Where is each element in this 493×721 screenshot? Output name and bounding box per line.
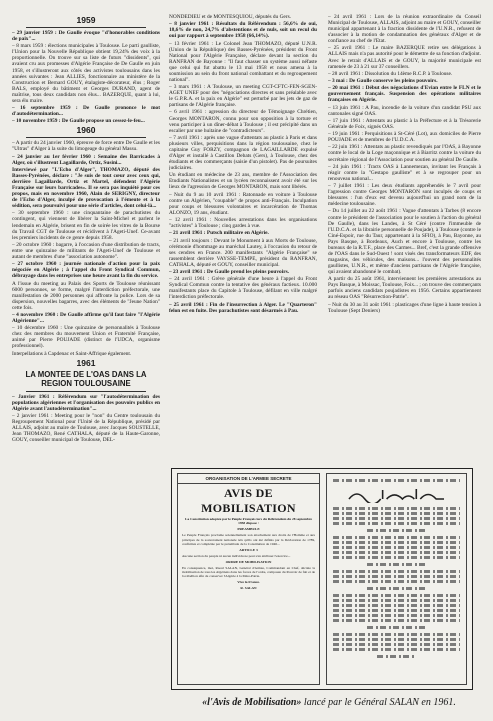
paragraph: – 16 septembre 1959 : De Gaulle prononce le mot d'autodétermination... xyxy=(12,104,160,118)
arabic-text-line xyxy=(367,587,426,590)
arabic-header-text xyxy=(333,479,460,482)
paragraph: – 8 janvier 1961 : Résultats du Référendum : 56,6% de oui, 18,6% de non, 24,7% d'abstentions et de nuls, soit un recul du oui par rapport à septembre 1958 (66,14%). xyxy=(169,21,317,40)
paragraph: – 30 septembre 1960 : une cinquantaine de parachutistes du contingent, qui viennent de libérer la Saint-Michel et parlent le lendemain en Algérie, brisent en fin de soirée les vitres de la Bourse du Travail CGT de Toulouse et récidivent à l'Ageti-Unef. Ce-avant les premiers incidents de ce genre depuis 1958. xyxy=(12,210,160,241)
caption-text: lancé par le Général SALAN en 1961. xyxy=(303,697,456,708)
column-2 xyxy=(169,14,317,466)
paragraph: – 23 avril 1961 : De Gaulle prend les pleins pouvoirs. xyxy=(169,268,289,275)
arabic-text-line xyxy=(333,546,460,549)
paragraph: – 3 mai : De Gaulle conserve les pleins pouvoirs. xyxy=(328,78,438,85)
arabic-text-line xyxy=(333,648,460,651)
paragraph: – 25 avril 1961 : Fin de l'insurrection à Alger. Le "Quarteron" felon est en fuite. Des parachutistes sont désarmés à Pau. xyxy=(169,301,317,314)
paragraph: – 20 octobre 1960 : bagarre, à l'occasion d'une distribution de tracts, entre une quinzaine de militants de l'Ageti-Unef de Toulouse et autant de membres d'une "association autonome". xyxy=(12,241,160,260)
arabic-text-line xyxy=(333,599,460,602)
paragraph: – 7 avril 1961 : après une vague d'attentats au plastic à Paris et dans plusieurs villes, perquisitions dans la région toulousaine, chez le capitaine Guy FORZY, compagnon de LAGAILLARDE expulsé d'Alger et installé à Castillon Debats (Gers), à Toulouse, chez des étudiants et des commerçants (saisie d'un pistolet). Pas de poursuites judiciaires. xyxy=(169,134,317,172)
arabic-text-line xyxy=(333,507,460,510)
paragraph: – 2 janvier 1961 : Meeting pour le "non" du Centre toulousain du Regroupement National pour l'Unité de la République, présidé par ALLAIS, adjoint au maire de Toulouse, avec Jacques SOUSTELLE, Jean THOMAZO, René CATHALA, député de la Haute-Garonne, GOUY, conseiller municipal de Toulouse, DEL- xyxy=(12,413,160,444)
arabic-text-line xyxy=(377,655,416,658)
paragraph: Interviewé par "L'Echo d'Alger", THOMAZO, député des Basses-Pyrénées, déclare : "Je suis de tout cœur avec ceux qui, derrière Lagaillarde, Ortiz et Martel, défendent l'Algérie Française sur leurs barricades». Il se sera pas inquiété pour ces propos, mais en novembre 1960, Alain de SERIGNY, directeur de l'Echo d'Alger, inculpé de provocation à l'émeute et à la sédition, sera poursuivi pour une série d'articles, dont celui-là... xyxy=(12,166,160,210)
arabic-text-line xyxy=(367,529,426,532)
paragraph: – 20 mai 1961 : Début des négociations d'Evian entre le FLN et le gouvernement français. Suspension des opérations militaires françaises en Algérie. xyxy=(328,85,481,104)
arabic-text-line xyxy=(333,517,460,520)
arabic-text-line xyxy=(333,575,460,578)
section-title: LA MONTEE DE L'OAS DANS LA REGION TOULOUSAINE xyxy=(25,369,147,388)
arabic-text-line xyxy=(333,536,460,539)
paragraph: – 27 octobre 1960 : journée nationale d'action pour la paix négociée en Algérie ; à l'appel du Front Syndical Commun, débrayage dans les entreprises une heure avant la fin du service. xyxy=(12,261,160,280)
paragraph: – 7 juillet 1961 : Les deux étudiants appréhendés le 7 avril pour l'agression contre Georges MONTARON sont inculpés de coups et blessures : l'un d'eux est devenu aujourd'hui un grand nom de la médecine toulousaine. xyxy=(328,183,481,208)
paragraph: A l'issue du meeting au Palais des Sports de Toulouse réunissant 6000 personnes, se forme, malgré l'interdiction préfectorale, une manifestation de 2000 personnes qui affronte la police. Lors de sa dispersion, nouvelles bagarres, avec des éléments de "Jeune Nation" cette fois. xyxy=(12,280,160,311)
paragraph: – Nuit du 9 au 10 avril 1961 : Ratonnade en voiture à Toulouse contre un Algérien, "coupable" de propos anti-Français. Inculpation pour coups et blessures volontaires et incarcération de Thomas ALONZO, 19 ans, étudiant. xyxy=(169,191,317,216)
divider xyxy=(26,391,146,392)
paragraph: – 6 avril 1961 : agression du directeur de Témoignage Chrétien, Georges MONTARON, connu pour son opposition à la torture et venu participer à un dîner-débat à Toulouse ; il est précipité dans un escalier par une huitaine de "contradicteurs". xyxy=(169,109,317,134)
arabic-text-line xyxy=(333,551,460,554)
paragraph: – Janvier 1961 : Référendum sur "l'autodétermination des populations algériennes et l'organisation des pouvoirs publics en Algérie avant l'autodétermination"... xyxy=(12,393,160,412)
arabic-text-line xyxy=(333,604,460,607)
arabic-text-line xyxy=(333,512,460,515)
arabic-text-line xyxy=(333,609,460,612)
paragraph: – 24 juin 1961 : Tracts OAS à Lannemezan, invitant les Français à réagir contre la "Gestapo gaulliste" et à se regrouper pour un renouveau national... xyxy=(328,163,481,182)
paragraph: – 12 avril 1961 : Nouvelles arrestations dans les organisations "activistes" à Toulouse ; cinq gardes à vue. xyxy=(169,217,317,230)
paragraph: – 24 avril 1961 : Lors de la réunion extraordinaire du Conseil Municipal de Toulouse, ALLAIS, adjoint au maire et GOUY, conseiller municipal appartenant à la fraction dissidente de l'U.N.R., refusent de s'associer à la motion de condamnation des généraux d'Alger et de confiance au chef de l'Etat. xyxy=(328,14,481,45)
column-1 xyxy=(12,14,160,714)
paragraph: – 29 janvier 1959 : De Gaulle évoque "d'honorables conditions de paix"... xyxy=(12,30,160,43)
arabic-text-line xyxy=(333,570,460,573)
arabic-text-line xyxy=(367,563,426,566)
paragraph: – Du 14 juillet au 22 août 1961 : Vague d'attentats à Tarbes (8 encore contre le président de l'association pour le soutien à l'action du général De Gaulle), dans les Landes, à St Céré (contre l'immeuble de l'U.D.C.A. et la librairie personnelle de Poujade), à Toulouse (contre le Ciné-Espoir, rue du Taur, appartenant à la SFIO), à Pau, Bayonne, au Pays Basque, à Bordeaux, Auch et encore à Toulouse, contre les bureaux de la R.T.F., place des Carmes... Bref, c'est la grande offensive de l'OAS dans le Sud-Ouest ! sont visés des transformateurs EDF, des magasins, des véhicules, des maisons... l'ouvent des personnalités gaullistes, U.N.R., et même d'anciens partisans de l'Algérie française, qui avaient abandonné le combat). xyxy=(328,208,481,275)
paragraph: – 24 avril 1961 : Grève générale d'une heure à l'appel du Front Syndical Commun contre la tentative des généraux factieux. 10.000 manifestants place du Capitole à Toulouse, défilant en ville malgré l'interdiction préfectorale. xyxy=(169,276,317,301)
paragraph: – 4 novembre 1960 : De Gaulle affirme qu'il faut faire "l'Algérie Algérienne"... xyxy=(12,311,160,324)
arabic-text-line xyxy=(333,594,460,597)
arabic-text-line xyxy=(333,580,460,583)
arabic-text-line xyxy=(367,626,426,629)
arabic-text-line xyxy=(333,619,460,622)
paragraph: Un étudiant en médecine de 23 ans, membre de l'Association des Etudiants Nationalistes et un lycéen reconnaissent avoir été sur les lieux de l'agression de Georges MONTARON, mais sont libérés. xyxy=(169,172,317,191)
paragraph: – 10 novembre 1959 : De Gaulle propose un cessez-le-feu... xyxy=(12,118,145,125)
paragraph: Interpellations à Capdenac et Saint-Affrique également. xyxy=(12,350,132,357)
paragraph: A partir du 25 août 1961, interviennent les premières arrestations au Pays Basque, à Moissac, Toulouse, Foix... ; on trouve des commerçants parfois anciens candidats poujadistes en 1956. Certains appartiennent au réseau OAS "Résurrection-Patrie". xyxy=(328,276,481,301)
calligraphy-shape xyxy=(347,487,446,503)
arabic-text-line xyxy=(333,522,460,525)
paragraph: – 13 juin 1961 : A Pau, incendie de la voiture d'un candidat PSU aux cantonales signé OAS. xyxy=(328,104,481,117)
paragraph: – 28 avril 1961 : Dissolution du 14ème R.C.P. à Toulouse. xyxy=(328,70,453,77)
paragraph: – 21 avril 1961 : Putsch militaire en Algérie. xyxy=(169,230,269,237)
paragraph: – 3 mars 1961 : A Toulouse, un meeting CGT-CFTC-FEN-SGEN-AGET UNEF pour des "négociations directes et sans préalable avec le G.P.R.A. et la paix en Algérie" est perturbé par les jets de gaz de partisans de l'Algérie française. xyxy=(169,84,317,109)
poster-body: La Constitution adoptée par le Peuple Français lors du Référendum du 28 septembre 1958 dispose : PREAMBULE Le Peuple Français proclame solennellement son attachement aux droits de l'Homme et aux principes de la souveraineté nationale tels qu'ils ont été définis par la Déclaration de 1789, confirmée et complétée par le préambule de la Constitution de 1946... ARTICLE 3 Aucune section du peuple ni aucun individu ne peut s'en attribuer l'exercice... ORDRE DE MOBILISATION En conséquence, moi, Raoul SALAN, Général d'Armée, Commandant en Chef, décrète la mobilisation de tous les Algériens dans les forces de l'ordre, composée du Pouvoir de fait et de la rébellion afin de conserver l'Algérie à la Mère-Patrie. Vive la France. R. SALAN xyxy=(182,517,315,591)
poster-french-side xyxy=(177,473,320,685)
paragraph: NONDEDIEU et de MONTESQUIOU, députés du Gers. xyxy=(169,14,291,20)
year-heading-1960: 1960 xyxy=(76,125,96,136)
caption-title: «l'Avis de Mobilisation» xyxy=(202,697,302,708)
divider xyxy=(26,137,146,138)
paragraph: – 8 mars 1959 : élections municipales à Toulouse. Le parti gaulliste, l'Union pour la Nouvelle République obtient 19,24% des voix à la proportionnelle. On trouve sur sa liste de futurs "dissidents", qui avaient cru aux promesses d'Algérie Française de De Gaulle en juin 1958, et s'illustreront aux côtés des activistes toulousains dans les années suivantes : Jean ALLIES, fonctionnaire au ministère de la Construction et Bernard GOUY, étalagiste-décorateur, élus ; Roger BALS, employé du bâtiment et Georges DURAND, agent de maîtrise, tous deux candidats non élus... BAZERQUE, quant à lui, sera élu maire. xyxy=(12,43,160,104)
column-3 xyxy=(328,14,481,466)
poster-header: ORGANISATION DE L'ARMEE SECRETE xyxy=(178,474,319,484)
paragraph: – Nuit du 30 au 31 août 1961 : plasticages d'une ligne à haute tension à Toulouse (Sept Deniers) xyxy=(328,301,481,314)
year-heading-1959: 1959 xyxy=(76,15,96,25)
year-heading-1961: 1961 xyxy=(76,357,96,368)
paragraph: – 22 juin 1961 : Attentats au plastic revendiqués par l'OAS, à Bayonne contre le local de la Loge maçonnique et à Biarritz contre la voiture du secrétaire régional de l'Association pour soutien au général De Gaulle. xyxy=(328,144,481,163)
poster-title: AVIS DE MOBILISATION xyxy=(201,486,296,515)
arabic-text-line xyxy=(333,643,460,646)
arabic-text-line xyxy=(333,556,460,559)
paragraph: – 19 juin 1961 : Perquisitions à St-Céré (Lot), aux domiciles de Pierre POUJADE et de membres de l'U.D.C.A. xyxy=(328,131,481,144)
arabic-text-line xyxy=(333,541,460,544)
arabic-title-calligraphy xyxy=(347,487,446,503)
arabic-text-line xyxy=(333,633,460,636)
arabic-text-line xyxy=(333,614,460,617)
mobilisation-poster-image xyxy=(171,468,473,690)
arabic-text-line xyxy=(333,638,460,641)
paragraph: – 13 février 1961 : Le Colonel Jean THOMAZO, député U.N.R. (Union de la République) des Basses-Pyrénées, président du Front National pour l'Algérie Française, déclare devant la section du RANFRAN de Bayonne : "Il faut chasser un système aussi néfaste que celui qui fut abattu le 13 mai 1958 et nous amena à la soumission au sein du front national combattant et du regroupement national". xyxy=(169,40,317,83)
paragraph: – 10 décembre 1960 : Une quinzaine de personnalités à Toulouse chez des membres du mouvement Union et Fraternité Française, animé par Pierre POUJADE (distinct de l'UDCA, organisme professionnel). xyxy=(12,325,160,350)
paragraph: – 17 juin 1961 : Attentats au plastic à la Préfecture et à la Trésorerie Générale de Foix, signés OAS. xyxy=(328,117,481,130)
paragraph: – 24 janvier au 1er février 1960 : Semaine des Barricades à Alger, où s'illustrent Lagaillarde, Ortiz, Susini... xyxy=(12,153,160,166)
poster-arabic-side xyxy=(326,473,467,685)
paragraph: – A partir du 24 janvier 1960, épreuve de force entre De Gaulle et les "Ultras" d'Alger à la suite du limogeage du général Massu. xyxy=(12,140,160,153)
poster-caption xyxy=(179,697,479,708)
paragraph: – 25 avril 1961 : Le maire BAZERQUE retire ses délégations à ALLAIS mais n'a pas autorité pour le démettre de sa fonction d'adjoint. Avec le retrait d'ALLAIS et de GOUY, la majorité municipale est ramenée de 23 à 21 sur 37 conseillers. xyxy=(328,45,481,70)
paragraph: – 21 avril toujours : Devant le Monument à aux Morts de Toulouse, cérémonie d'hommage au maréchal Lautey, à l'occasion du retour de ses cendres en France. 200 manifestants "Algérie Française" se rassemblent derrière VAYSSE-TEMPE, président du RANFRAN, CATHALA, député et GOUY, conseiller municipal. xyxy=(169,237,317,268)
divider xyxy=(26,27,146,28)
